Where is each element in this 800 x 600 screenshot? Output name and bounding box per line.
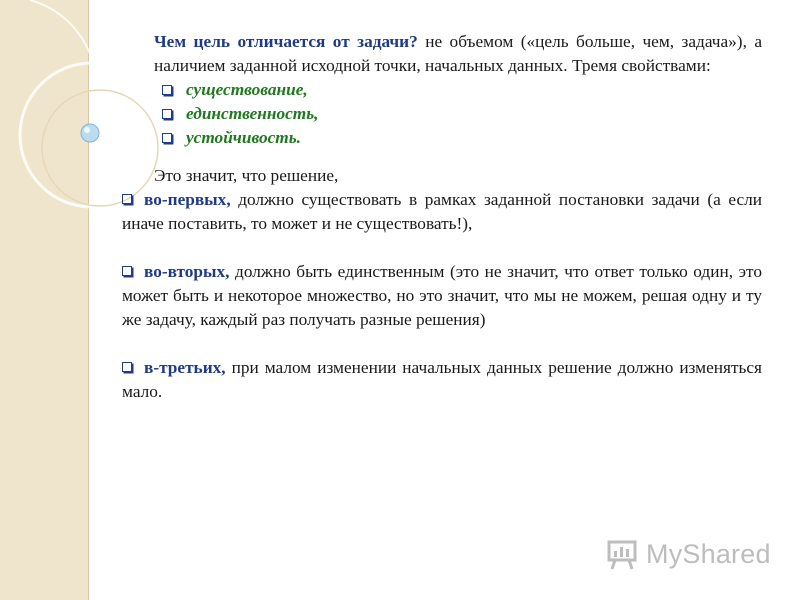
point-first bbox=[122, 188, 762, 236]
meaning-line: Это значит, что решение, bbox=[154, 166, 339, 185]
point-lead: во-вторых, bbox=[144, 262, 230, 281]
point-text: должно быть единственным (это не значит, что ответ только один, это может быть и некоторое множество, но это значит, что мы не можем, решая одну и ту же задачу, каждый раз получать разные решения) bbox=[122, 262, 762, 329]
property-item bbox=[162, 102, 762, 126]
properties-list bbox=[122, 78, 762, 150]
point-text: при малом изменении начальных данных решение должно изменяться мало. bbox=[122, 358, 762, 401]
point-text: должно существовать в рамках заданной постановки задачи (а если иначе поставить, то может и не существовать!), bbox=[122, 190, 762, 233]
property-label: существование, bbox=[186, 80, 308, 99]
intro-rest-text: не объемом («цель больше, чем, задача»), а наличием заданной исходной точки, начальных данных. Тремя свойствами: bbox=[154, 32, 762, 75]
watermark-text: MyShared bbox=[646, 538, 771, 569]
square-bullet-icon bbox=[162, 85, 172, 95]
property-item bbox=[162, 126, 762, 150]
point-second bbox=[122, 260, 762, 332]
property-label: единственность, bbox=[186, 104, 319, 123]
question-text: Чем цель отличается от задачи? bbox=[154, 32, 418, 51]
slide-content bbox=[122, 30, 762, 404]
point-lead: во-первых, bbox=[144, 190, 231, 209]
myshared-watermark bbox=[606, 537, 771, 571]
square-bullet-icon bbox=[162, 109, 172, 119]
square-bullet-icon bbox=[162, 133, 172, 143]
intro-paragraph bbox=[122, 30, 762, 78]
presentation-board-icon bbox=[606, 537, 640, 571]
square-bullet-icon bbox=[122, 266, 132, 276]
property-label: устойчивость. bbox=[186, 128, 301, 147]
square-bullet-icon bbox=[122, 362, 132, 372]
point-lead: в-третьих, bbox=[144, 358, 226, 377]
property-item bbox=[162, 78, 762, 102]
square-bullet-icon bbox=[122, 194, 132, 204]
point-third bbox=[122, 356, 762, 404]
